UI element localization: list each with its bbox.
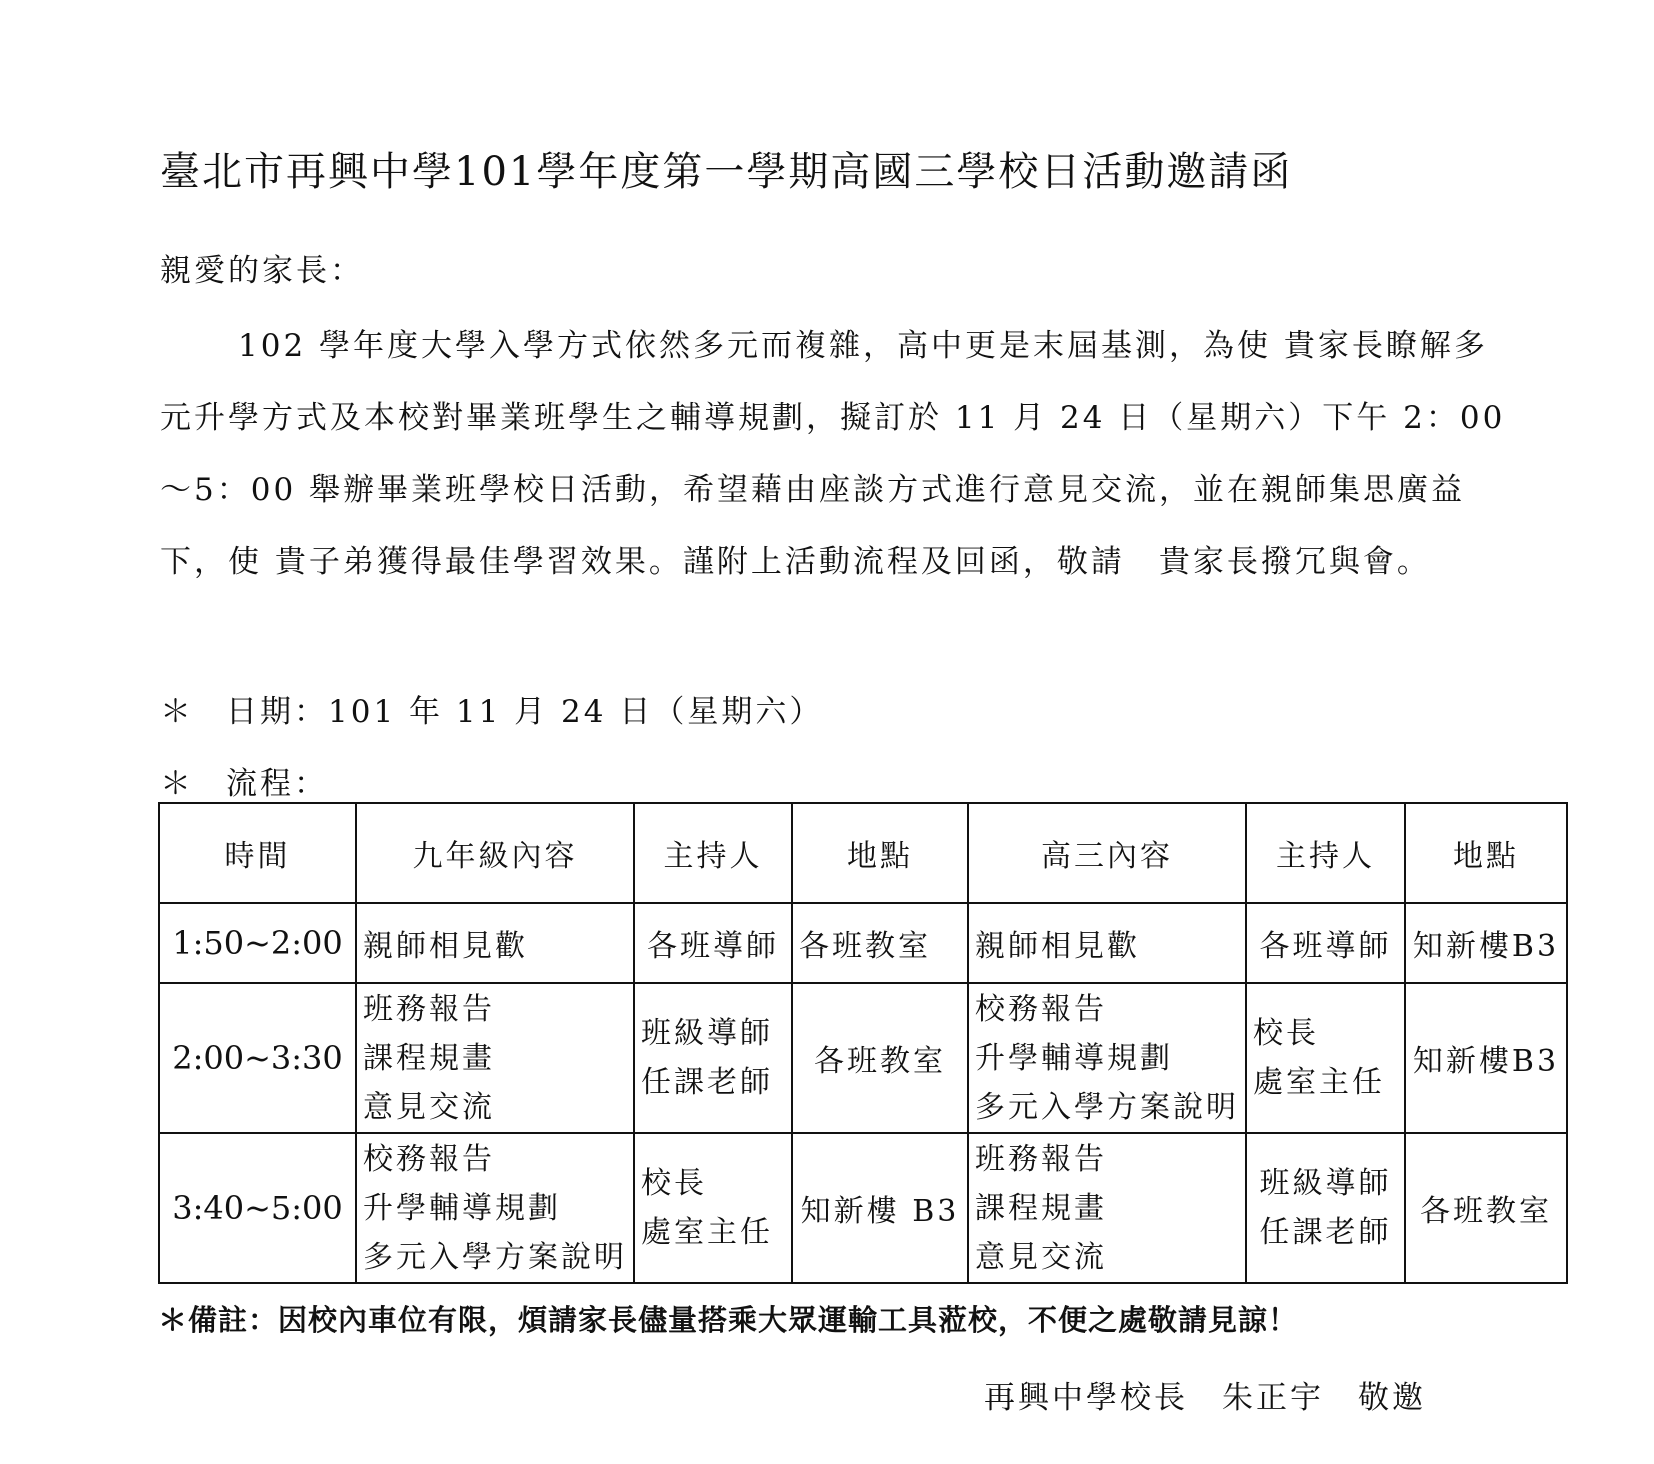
header-time: 時間 [159, 803, 356, 903]
signature: 再興中學校長 朱正宇 敬邀 [984, 1380, 1426, 1416]
header-g9-place: 地點 [792, 803, 968, 903]
time-cell: 2:00~3:30 [159, 983, 356, 1133]
cell-line: 升學輔導規劃 [363, 1190, 561, 1226]
cell-line: 校長 [1253, 1016, 1319, 1051]
g12-place-cell: 知新樓B3 [1405, 983, 1567, 1133]
cell-line: 意見交流 [975, 1239, 1107, 1275]
g12-place-cell: 知新樓B3 [1405, 903, 1567, 983]
document-title: 臺北市再興中學101學年度第一學期高國三學校日活動邀請函 [160, 149, 1293, 195]
header-g12-place: 地點 [1405, 803, 1567, 903]
g12-host-cell: 各班導師 [1246, 903, 1405, 983]
cell-line: 升學輔導規劃 [975, 1040, 1173, 1076]
g12-host-cell [1246, 983, 1405, 1133]
cell-line: 處室主任 [641, 1215, 773, 1250]
g9-host-cell: 各班導師 [634, 903, 792, 983]
g9-place-cell: 知新樓 B3 [792, 1133, 968, 1283]
date-text: 日期：101 年 11 月 24 日（星期六） [226, 694, 824, 730]
g12-host-cell [1246, 1133, 1405, 1283]
g9-content-cell: 親師相見歡 [356, 903, 634, 983]
bullet-star: ＊ [160, 766, 194, 802]
time-cell: 3:40~5:00 [159, 1133, 356, 1283]
table-header-row [159, 803, 1567, 903]
g12-place-cell: 各班教室 [1405, 1133, 1567, 1283]
cell-line: 課程規畫 [363, 1040, 495, 1076]
g9-content-cell [356, 983, 634, 1133]
flow-text: 流程： [226, 766, 328, 802]
cell-line: 校長 [641, 1166, 707, 1201]
salutation: 親愛的家長： [160, 253, 364, 289]
cell-line: 班級導師 [641, 1016, 773, 1051]
cell-line: 多元入學方案說明 [975, 1089, 1239, 1125]
header-g12-content: 高三內容 [968, 803, 1246, 903]
remark-note: ＊備註：因校內車位有限，煩請家長儘量搭乘大眾運輸工具蒞校，不便之處敬請見諒！ [158, 1303, 1299, 1337]
g9-content-cell [356, 1133, 634, 1283]
header-g9-content: 九年級內容 [356, 803, 634, 903]
cell-line: 班務報告 [363, 991, 495, 1027]
g9-place-cell: 各班教室 [792, 983, 968, 1133]
cell-line: 課程規畫 [975, 1190, 1107, 1226]
table-row [159, 1133, 1567, 1283]
body-paragraph: 102 學年度大學入學方式依然多元而複雜，高中更是末屆基測，為使 貴家長瞭解多元升學方式及本校對畢業班學生之輔導規劃，擬訂於 11 月 24 日（星期六）下午 2：00～5：00 舉辦畢業班學校日活動，希望藉由座談方式進行意見交流，並在親師集思廣益下，使 貴子弟獲得最佳學習效果。謹附上活動流程及回函，敬請 貴家長撥冗與會。 [160, 328, 1506, 580]
cell-line: 班級導師 [1259, 1166, 1392, 1201]
g12-content-cell: 親師相見歡 [968, 903, 1246, 983]
g9-place-cell: 各班教室 [792, 903, 968, 983]
table-row [159, 903, 1567, 983]
g12-content-cell [968, 1133, 1246, 1283]
table-row [159, 983, 1567, 1133]
bullet-star: ＊ [160, 694, 194, 730]
cell-line: 校務報告 [363, 1141, 495, 1177]
time-cell: 1:50~2:00 [159, 903, 356, 983]
g12-content-cell [968, 983, 1246, 1133]
header-g12-host: 主持人 [1246, 803, 1405, 903]
flow-line [160, 758, 328, 803]
g9-host-cell [634, 983, 792, 1133]
header-g9-host: 主持人 [634, 803, 792, 903]
cell-line: 校務報告 [975, 991, 1107, 1027]
cell-line: 任課老師 [641, 1065, 773, 1100]
cell-line: 多元入學方案說明 [363, 1239, 627, 1275]
cell-line: 任課老師 [1259, 1215, 1392, 1250]
g9-host-cell [634, 1133, 792, 1283]
date-line [160, 686, 823, 731]
schedule-table [158, 802, 1568, 1284]
cell-line: 意見交流 [363, 1089, 495, 1125]
cell-line: 處室主任 [1253, 1065, 1385, 1100]
cell-line: 班務報告 [975, 1141, 1107, 1177]
